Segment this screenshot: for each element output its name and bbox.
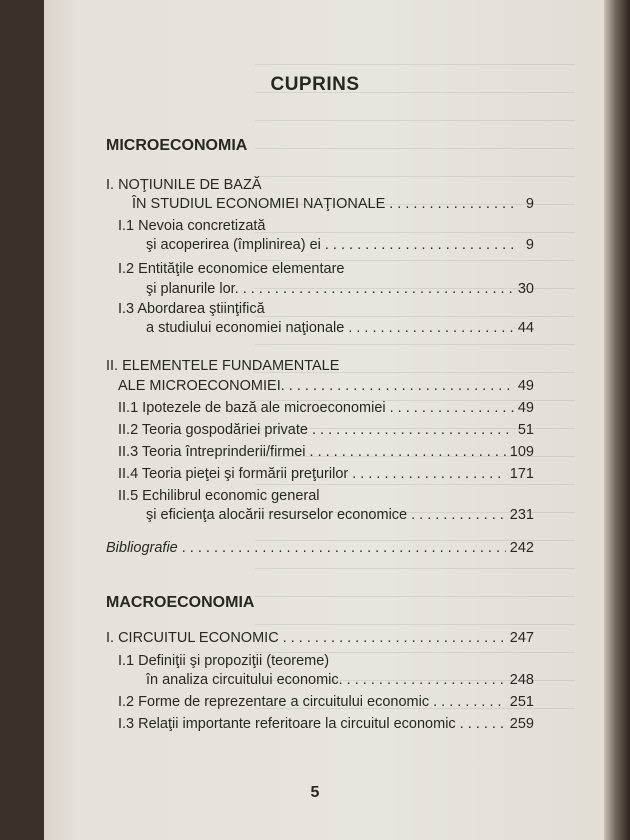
toc-entry-1-1 — [146, 237, 534, 253]
toc-leader — [411, 507, 506, 523]
toc-macro-sub-1-3: I.3 Relaţii importante referitoare la circuitul economic — [118, 716, 456, 732]
toc-entry-chapter-2 — [118, 378, 534, 394]
toc-macro-chapter-1: I. CIRCUITUL ECONOMIC — [106, 630, 279, 646]
toc-sub-1-2-line2: şi planurile lor. — [146, 281, 239, 297]
toc-page-number: 9 — [525, 237, 534, 253]
toc-page-number: 231 — [509, 507, 534, 523]
toc-chapter-1-line2: ÎN STUDIUL ECONOMIEI NAŢIONALE — [132, 196, 386, 212]
toc-page-number: 49 — [517, 378, 534, 394]
toc-page-number: 259 — [509, 716, 534, 732]
toc-entry-2-5 — [146, 507, 534, 523]
toc-macro-sub-1-1-line1: I.1 Definiţii şi propoziţii (teoreme) — [118, 653, 330, 669]
toc-entry-1-3 — [146, 320, 534, 336]
page-number: 5 — [310, 784, 320, 801]
toc-leader — [389, 196, 516, 212]
toc-page-number: 44 — [517, 320, 534, 336]
toc-macro-sub-1-2: I.2 Forme de reprezentare a circuitului economic — [118, 694, 430, 710]
toc-sub-2-2: II.2 Teoria gospodăriei private — [118, 422, 308, 438]
toc-leader — [352, 466, 506, 482]
toc-leader — [243, 281, 514, 297]
toc-page-number: 247 — [509, 630, 534, 646]
toc-leader — [283, 630, 506, 646]
toc-leader — [348, 320, 514, 336]
toc-page-number: 171 — [509, 466, 534, 482]
toc-chapter-2-line2: ALE MICROECONOMIEI. — [118, 378, 285, 394]
toc-page-number: 251 — [509, 694, 534, 710]
toc-entry-1-2 — [146, 281, 534, 297]
toc-macro-sub-1-1-line2: în analiza circuitului economic. — [146, 672, 343, 688]
toc-page-number: 49 — [517, 400, 534, 416]
toc-sub-2-3: II.3 Teoria întreprinderii/firmei — [118, 444, 306, 460]
toc-sub-2-4: II.4 Teoria pieţei şi formării preţurilor — [118, 466, 349, 482]
toc-sub-1-3-line1: I.3 Abordarea ştiinţifică — [118, 301, 265, 317]
toc-page-number: 109 — [509, 444, 534, 460]
toc-sub-2-1: II.1 Ipotezele de bază ale microeconomiei — [118, 400, 386, 416]
toc-sub-1-2-line1: I.2 Entităţile economice elementare — [118, 261, 345, 277]
toc-entry-2-4 — [118, 466, 534, 482]
toc-entry-2-1 — [118, 400, 534, 416]
toc-leader — [289, 378, 514, 394]
toc-leader — [182, 540, 506, 556]
toc-entry-macro-1-2 — [118, 694, 534, 710]
toc-entry-macro-chapter-1 — [106, 630, 534, 646]
toc-leader — [325, 237, 516, 253]
toc-sub-2-5-line2: şi eficienţa alocării resurselor economice — [146, 507, 408, 523]
toc-chapter-1-line1: I. NOŢIUNILE DE BAZĂ — [106, 177, 262, 193]
toc-page-number: 248 — [509, 672, 534, 688]
toc-entry-2-2 — [118, 422, 534, 438]
toc-entry-macro-1-3 — [118, 716, 534, 732]
toc-sub-2-5-line1: II.5 Echilibrul economic general — [118, 488, 320, 504]
toc-leader — [433, 694, 506, 710]
page-edge-shadow — [604, 0, 630, 840]
toc-page-number: 30 — [517, 281, 534, 297]
toc-leader — [390, 400, 514, 416]
toc-entry-macro-1-1 — [146, 672, 534, 688]
toc-leader — [347, 672, 506, 688]
toc-entry-bibliography — [106, 540, 534, 556]
toc-page-number: 51 — [517, 422, 534, 438]
toc-sub-1-1-line2: şi acoperirea (împlinirea) ei — [146, 237, 321, 253]
toc-page-number: 242 — [509, 540, 534, 556]
toc-sub-1-1-line1: I.1 Nevoia concretizată — [118, 218, 266, 234]
toc-chapter-2-line1: II. ELEMENTELE FUNDAMENTALE — [106, 358, 340, 374]
toc-entry-chapter-1 — [132, 196, 534, 212]
toc-leader — [312, 422, 514, 438]
toc-leader — [460, 716, 506, 732]
section-heading-macro: MACROECONOMIA — [106, 594, 255, 611]
toc-page-number: 9 — [525, 196, 534, 212]
section-heading-micro: MICROECONOMIA — [106, 137, 248, 154]
toc-bibliography: Bibliografie — [106, 540, 178, 556]
toc-entry-2-3 — [118, 444, 534, 460]
toc-sub-1-3-line2: a studiului economiei naţionale — [146, 320, 345, 336]
toc-leader — [310, 444, 506, 460]
page-title: CUPRINS — [270, 74, 360, 95]
